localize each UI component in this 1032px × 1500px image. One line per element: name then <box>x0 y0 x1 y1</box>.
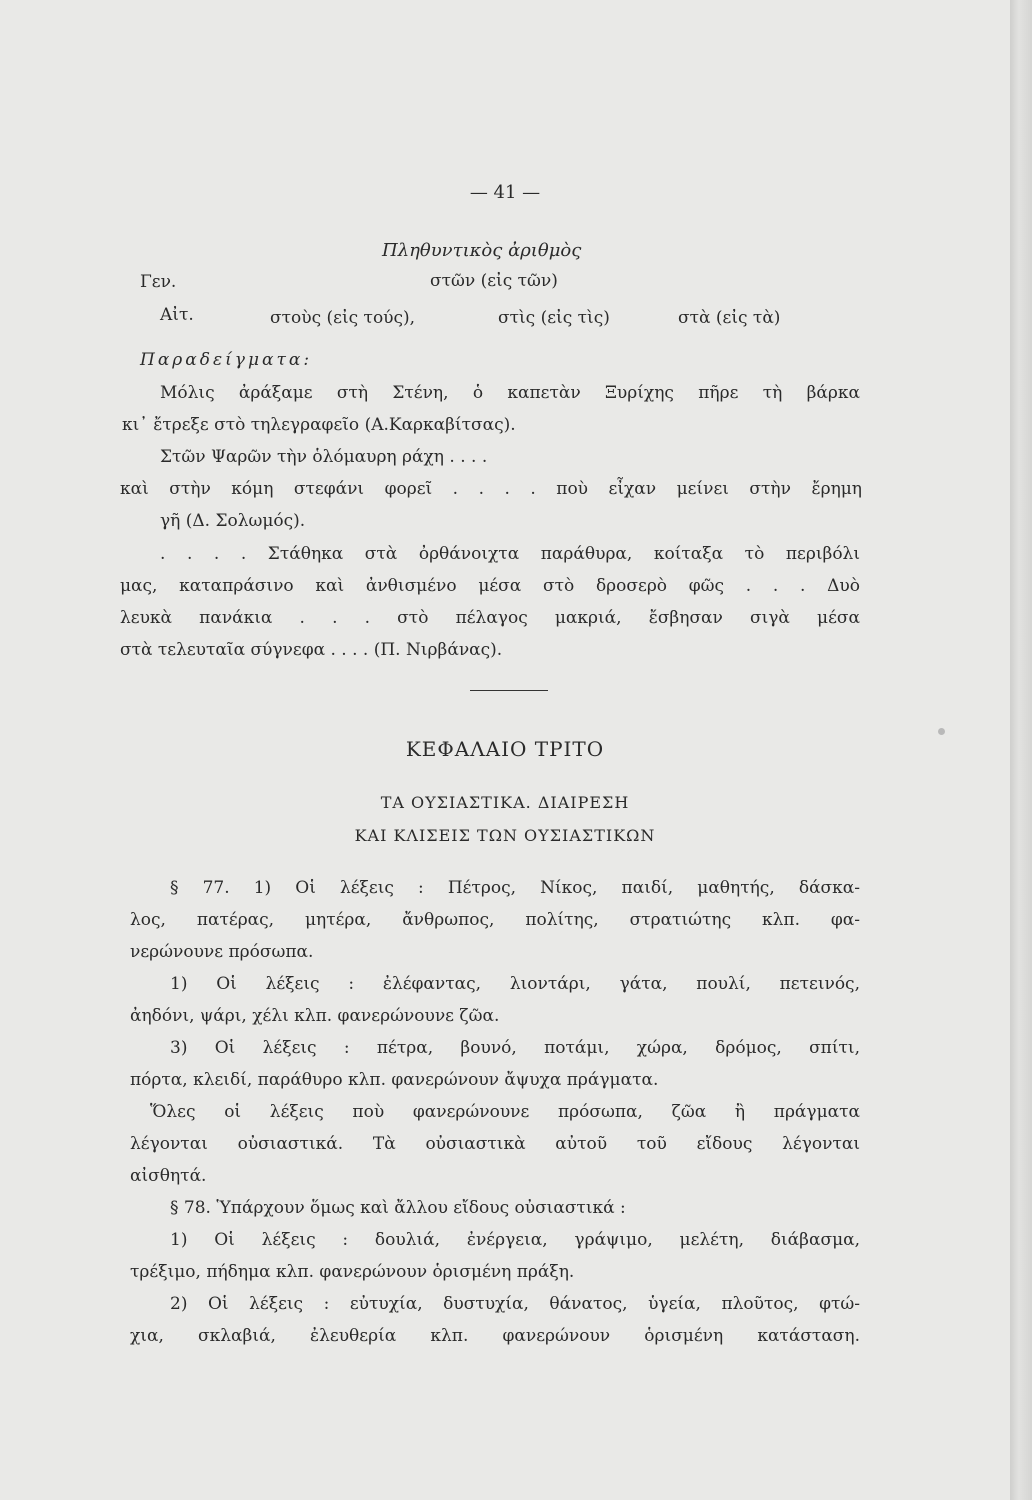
body-line: 3) Οἱ λέξεις : πέτρα, βουνό, ποτάμι, χώρα, δρόμος, σπίτι, <box>170 1038 860 1058</box>
body-line: λέγονται οὐσιαστικά. Τὰ οὐσιαστικὰ αὐτοῦ τοῦ εἴδους λέγονται <box>130 1134 860 1154</box>
body-line: 1) Οἱ λέξεις : δουλιά, ἐνέργεια, γράψιμο, μελέτη, διάβασμα, <box>170 1230 860 1250</box>
accusative-masculine: στοὺς (εἰς τούς), <box>270 308 416 328</box>
body-line: § 77. 1) Οἱ λέξεις : Πέτρος, Νίκος, παιδί, μαθητής, δάσκα- <box>170 878 860 898</box>
page-number: — 41 — <box>469 182 541 203</box>
section-divider <box>470 690 548 691</box>
body-line: πόρτα, κλειδί, παράθυρο κλπ. φανερώνουν ἄψυχα πράγματα. <box>130 1070 659 1090</box>
body-line: νερώνουνε πρόσωπα. <box>130 942 314 962</box>
accusative-neuter: στὰ (εἰς τὰ) <box>678 308 781 328</box>
chapter-title: ΚΕΦΑΛΑΙΟ ΤΡΙΤΟ <box>405 737 605 761</box>
paper-blemish <box>938 728 945 735</box>
example-line: λευκὰ πανάκια . . . στὸ πέλαγος μακριά, ἔσβησαν σιγὰ μέσα <box>120 608 860 628</box>
example-line: κι᾽ ἔτρεξε στὸ τηλεγραφεῖο (Α.Καρκαβίτσας). <box>122 415 516 435</box>
example-line: μας, καταπράσινο καὶ ἀνθισμένο μέσα στὸ δροσερὸ φῶς . . . Δυὸ <box>120 576 860 596</box>
accusative-feminine: στὶς (εἰς τὶς) <box>498 308 610 328</box>
example-line: . . . . Στάθηκα στὰ ὀρθάνοιχτα παράθυρα, κοίταξα τὸ περιβόλι <box>160 544 860 564</box>
body-line: Ὅλες οἱ λέξεις ποὺ φανερώνουνε πρόσωπα, ζῶα ἢ πράγματα <box>150 1102 860 1122</box>
accusative-label: Αἰτ. <box>160 305 194 325</box>
body-line: ἀηδόνι, ψάρι, χέλι κλπ. φανερώνουνε ζῶα. <box>130 1006 500 1026</box>
example-line: στὰ τελευταῖα σύγνεφα . . . . (Π. Νιρβάνας). <box>120 640 503 660</box>
example-line: Στῶν Ψαρῶν τὴν ὁλόμαυρη ράχη . . . . <box>160 447 488 467</box>
example-line: Μόλις ἀράξαμε στὴ Στένη, ὁ καπετὰν Ξυρίχης πῆρε τὴ βάρκα <box>160 383 860 403</box>
body-line: 2) Οἱ λέξεις : εὐτυχία, δυστυχία, θάνατος, ὑγεία, πλοῦτος, φτώ- <box>170 1294 860 1314</box>
genitive-form: στῶν (εἰς τῶν) <box>430 271 558 291</box>
chapter-subtitle: ΚΑΙ ΚΛΙΣΕΙΣ ΤΩΝ ΟΥΣΙΑΣΤΙΚΩΝ <box>354 826 656 845</box>
chapter-subtitle: ΤΑ ΟΥΣΙΑΣΤΙΚΑ. ΔΙΑΙΡΕΣΗ <box>380 793 630 812</box>
plural-heading: Πληθυντικὸς ἀριθμὸς <box>382 240 582 261</box>
body-line: τρέξιμο, πήδημα κλπ. φανερώνουν ὁρισμένη πράξη. <box>130 1262 575 1282</box>
examples-heading: Παραδείγματα: <box>140 350 313 370</box>
body-line: 1) Οἱ λέξεις : ἐλέφαντας, λιοντάρι, γάτα, πουλί, πετεινός, <box>170 974 860 994</box>
body-line: λος, πατέρας, μητέρα, ἄνθρωπος, πολίτης, στρατιώτης κλπ. φα- <box>130 910 860 930</box>
example-line: καὶ στὴν κόμη στεφάνι φορεῖ . . . . ποὺ εἶχαν μείνει στὴν ἔρημη <box>120 479 862 499</box>
body-line: § 78. Ὑπάρχουν ὅμως καὶ ἄλλου εἴδους οὐσιαστικά : <box>170 1198 626 1218</box>
page-edge <box>1010 0 1032 1500</box>
body-line: χια, σκλαβιά, ἐλευθερία κλπ. φανερώνουν ὁρισμένη κατάσταση. <box>130 1326 860 1346</box>
genitive-label: Γεν. <box>140 272 177 292</box>
example-line: γῆ (Δ. Σολωμός). <box>160 511 306 531</box>
body-line: αἰσθητά. <box>130 1166 207 1186</box>
